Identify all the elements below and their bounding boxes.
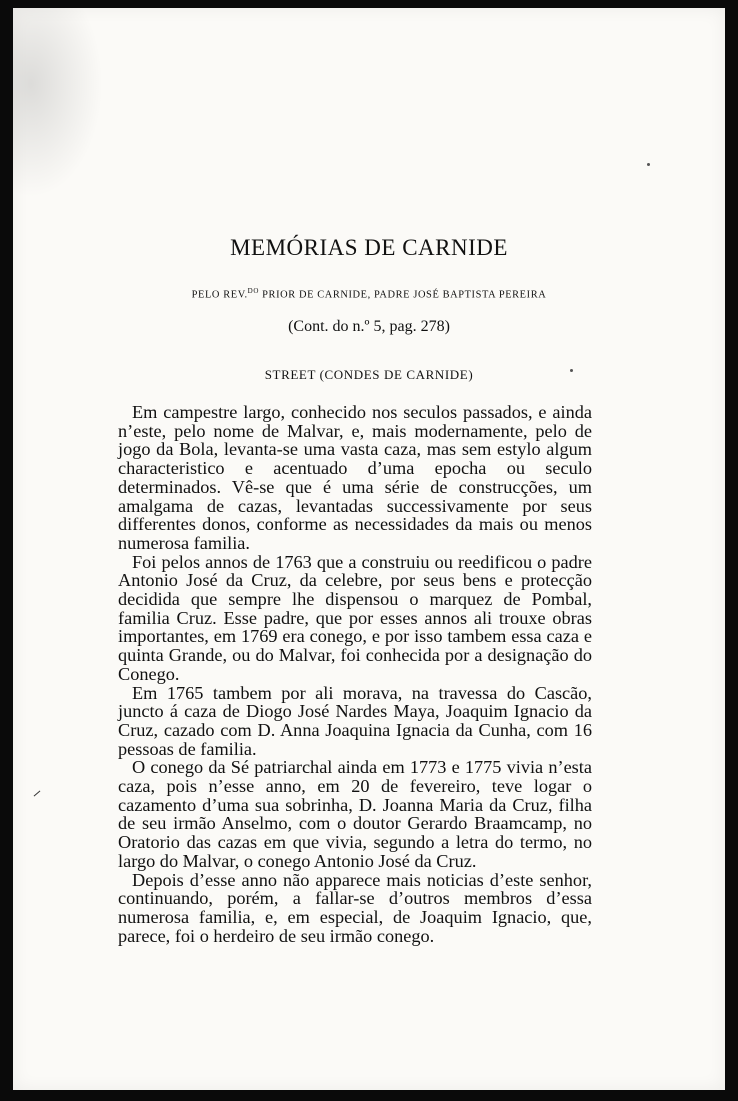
paragraph: Foi pelos annos de 1763 que a construiu ou reedificou o padre Antonio José da Cruz, da celebre, por seus bens e protecção decidida que sempre lhe dispensou o marquez de Pombal, familia Cruz. Esse padre, que por esses annos ali trouxe obras importantes, em 1769 era conego, e por isso tambem essa caza e quinta Grande, ou do Malvar, foi conhecida por a designação do Conego. bbox=[118, 551, 592, 684]
paragraph: O conego da Sé patriarchal ainda em 1773 e 1775 vivia n’esta caza, pois n’esse anno, em 20 de fevereiro, teve logar o cazamento d’uma sua sobrinha, D. Joanna Maria da Cruz, filha de seu irmão Anselmo, com o doutor Gerardo Braamcamp, no Oratorio das cazas em que vivia, segundo a letra do termo, no largo do Malvar, o conego Antonio José da Cruz. bbox=[118, 757, 592, 871]
byline-pre: PELO REV. bbox=[191, 289, 248, 301]
paragraph: Em 1765 tambem por ali morava, na travessa do Cascão, juncto á caza de Diogo José Nardes Maya, Joaquim Ignacio da Cruz, cazado com D. Anna Joaquina Ignacia da Cunha, com 16 pessoas de familia. bbox=[118, 682, 592, 759]
paper-stain bbox=[13, 8, 103, 198]
article-byline bbox=[13, 287, 725, 300]
pencil-mark bbox=[34, 791, 41, 797]
continuation-note: (Cont. do n.º 5, pag. 278) bbox=[288, 318, 450, 335]
article-body bbox=[118, 403, 592, 945]
byline-superscript: DO bbox=[247, 287, 259, 295]
document-page bbox=[13, 8, 725, 1090]
section-heading: STREET (CONDES DE CARNIDE) bbox=[264, 367, 474, 382]
byline-post: PRIOR DE CARNIDE, PADRE JOSÉ BAPTISTA PEREIRA bbox=[258, 289, 547, 301]
paragraph: Depois d’esse anno não apparece mais noticias d’este senhor, continuando, porém, a fallar-se d’outros membros d’essa numerosa familia, e, em especial, de Joaquim Ignacio, que, parece, foi o herdeiro de seu irmão conego. bbox=[118, 869, 592, 946]
speck-mark bbox=[647, 163, 650, 166]
article-title: MEMÓRIAS DE CARNIDE bbox=[230, 235, 508, 260]
paragraph: Em campestre largo, conhecido nos seculos passados, e ainda n’este, pelo nome de Malvar, e, mais modernamente, pelo de jogo da Bola, levanta-se uma vasta caza, mas sem estylo algum characteristico e acentuado d’uma epocha ou seculo determinados. Vê-se que é uma série de construcções, um amalgama de cazas, levantadas successivamente por seus differentes donos, conforme as necessidades da mais ou menos numerosa familia. bbox=[118, 402, 592, 553]
speck-mark bbox=[570, 369, 573, 372]
